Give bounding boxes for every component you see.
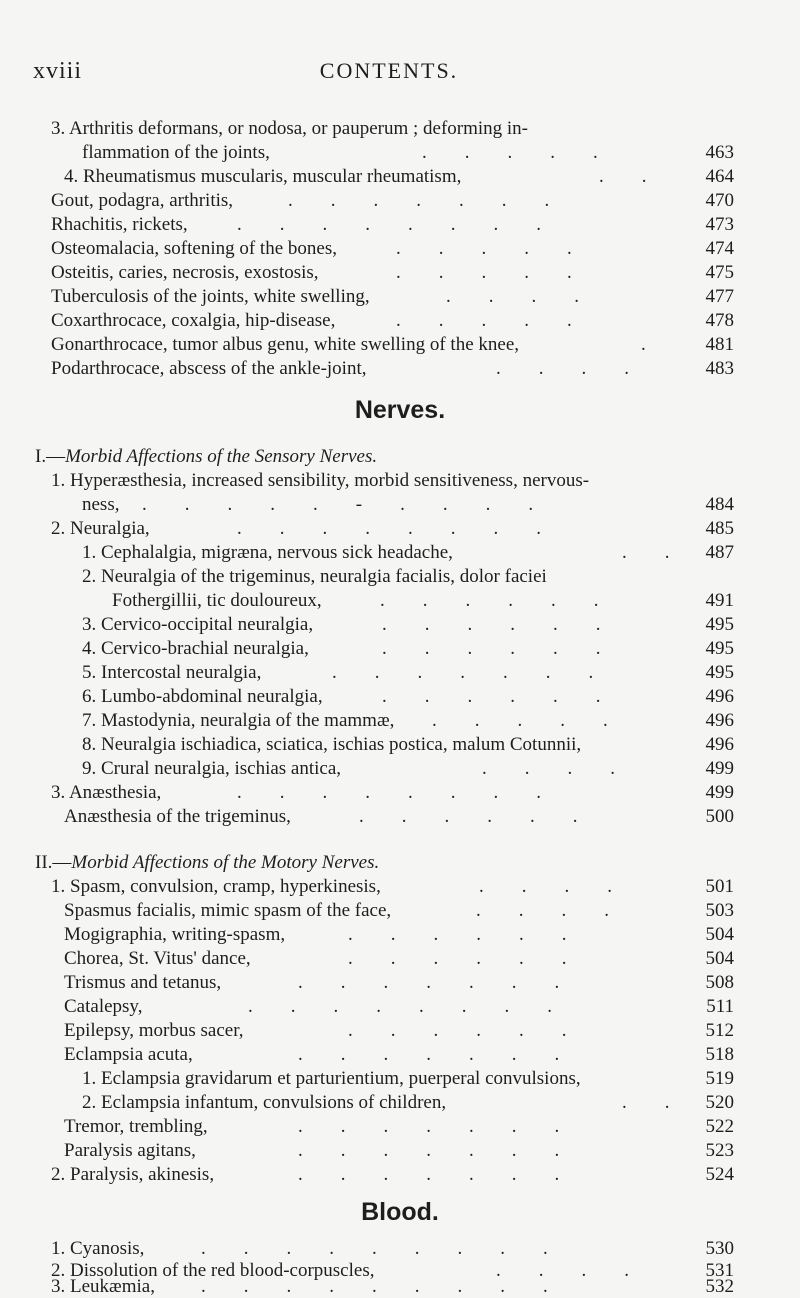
subsection-heading-motory: II.—Morbid Affections of the Motory Nerves. [35,852,380,873]
toc-entry: Fothergillii, tic douloureux, . . . . . . 491 [112,590,734,611]
toc-entry: 1. Cyanosis, . . . . . . . . . 530 [51,1238,734,1259]
toc-entry: Tuberculosis of the joints, white swelling, . . . . 477 [51,286,734,307]
page-number: 473 [705,214,734,235]
toc-entry: 8. Neuralgia ischiadica, sciatica, ischias postica, malum Cotunnii, 496 [82,734,734,755]
page-number: 524 [705,1164,734,1185]
page-number: 500 [705,806,734,827]
toc-entry: 1. Spasm, convulsion, cramp, hyperkinesis, . . . . 501 [51,876,734,897]
toc-entry: 7. Mastodynia, neuralgia of the mammæ, . . . . . 496 [82,710,734,731]
toc-entry: Osteitis, caries, necrosis, exostosis, . . . . . 475 [51,262,734,283]
page-number: 481 [705,334,734,355]
page-number: 496 [705,710,734,731]
page-folio: xviii [33,58,83,84]
toc-entry: 4. Rheumatismus muscularis, muscular rheumatism, . . 464 [64,166,734,187]
page-number: 495 [705,614,734,635]
toc-entry: 2. Neuralgia of the trigeminus, neuralgia facialis, dolor faciei [82,566,547,587]
section-title-nerves: Nerves. [354,396,446,424]
toc-entry: 2. Neuralgia, . . . . . . . . 485 [51,518,734,539]
toc-entry: Podarthrocace, abscess of the ankle-joint, . . . . 483 [51,358,734,379]
toc-entry: 6. Lumbo-abdominal neuralgia, . . . . . . 496 [82,686,734,707]
toc-entry: 1. Cephalalgia, migræna, nervous sick headache, . . 487 [82,542,734,563]
toc-entry: ness, . . . . . - . . . . 484 [82,494,734,515]
page-number: 478 [705,310,734,331]
toc-entry: Spasmus facialis, mimic spasm of the face, . . . . 503 [64,900,734,921]
page-number: 508 [705,972,734,993]
toc-entry: Rhachitis, rickets, . . . . . . . . 473 [51,214,734,235]
page-number: 495 [705,662,734,683]
toc-entry: Tremor, trembling, . . . . . . . 522 [64,1116,734,1137]
toc-entry: Paralysis agitans, . . . . . . . 523 [64,1140,734,1161]
page-number: 520 [705,1092,734,1113]
toc-entry: flammation of the joints, . . . . . 463 [82,142,734,163]
toc-entry: Epilepsy, morbus sacer, . . . . . . 512 [64,1020,734,1041]
toc-entry: Trismus and tetanus, . . . . . . . 508 [64,972,734,993]
toc-entry: 3. Cervico-occipital neuralgia, . . . . . . 495 [82,614,734,635]
toc-entry: 3. Arthritis deformans, or nodosa, or pauperum ; deforming in- [51,118,529,139]
page-number: 504 [705,924,734,945]
toc-entry: 2. Paralysis, akinesis, . . . . . . . 524 [51,1164,734,1185]
toc-entry: Eclampsia acuta, . . . . . . . 518 [64,1044,734,1065]
page-number: 530 [705,1238,734,1259]
toc-entry: Anæsthesia of the trigeminus, . . . . . . 500 [64,806,734,827]
page-number: 531 [705,1260,734,1281]
toc-entry: 2. Dissolution of the red blood-corpuscles, . . . . 531 [51,1260,734,1281]
toc-entry: Gonarthrocace, tumor albus genu, white swelling of the knee, . 481 [51,334,734,355]
toc-entry: Catalepsy, . . . . . . . . 511 [64,996,734,1017]
page-number: 503 [705,900,734,921]
page-number: 470 [705,190,734,211]
page-number: 512 [705,1020,734,1041]
toc-entry: Chorea, St. Vitus' dance, . . . . . . 504 [64,948,734,969]
page-number: 532 [705,1276,734,1297]
toc-entry: 1. Eclampsia gravidarum et parturientium, puerperal convulsions, 519 [82,1068,734,1089]
page-number: 495 [705,638,734,659]
page-number: 485 [705,518,734,539]
toc-entry: 5. Intercostal neuralgia, . . . . . . . 495 [82,662,734,683]
page-number: 483 [705,358,734,379]
page-number: 496 [705,686,734,707]
toc-entry: 9. Crural neuralgia, ischias antica, . . . . 499 [82,758,734,779]
page-number: 463 [705,142,734,163]
page-number: 511 [706,996,734,1017]
page-number: 477 [705,286,734,307]
page-number: 523 [705,1140,734,1161]
page-number: 504 [705,948,734,969]
page-number: 496 [705,734,734,755]
section-title-blood: Blood. [361,1198,439,1226]
page-number: 474 [705,238,734,259]
page-number: 499 [705,758,734,779]
toc-entry: Gout, podagra, arthritis, . . . . . . . 470 [51,190,734,211]
page-number: 519 [705,1068,734,1089]
toc-entry: 1. Hyperæsthesia, increased sensibility, morbid sensitiveness, nervous- [51,470,590,491]
page-number: 491 [705,590,734,611]
toc-entry: 3. Anæsthesia, . . . . . . . . 499 [51,782,734,803]
toc-entry: Coxarthrocace, coxalgia, hip-disease, . . . . . 478 [51,310,734,331]
running-title: CONTENTS. [319,58,459,83]
toc-entry: 3. Leukæmia, . . . . . . . . . 532 [51,1276,734,1297]
page-number: 501 [705,876,734,897]
page-number: 487 [705,542,734,563]
page-number: 518 [705,1044,734,1065]
page-number: 475 [705,262,734,283]
toc-entry: Osteomalacia, softening of the bones, . . . . . 474 [51,238,734,259]
page-number: 464 [705,166,734,187]
toc-entry: 4. Cervico-brachial neuralgia, . . . . . . 495 [82,638,734,659]
page-header [33,58,745,88]
page-number: 499 [705,782,734,803]
toc-entry: Mogigraphia, writing-spasm, . . . . . . 504 [64,924,734,945]
subsection-heading-sensory: I.—Morbid Affections of the Sensory Nerves. [35,446,378,467]
page-number: 484 [705,494,734,515]
toc-entry: 2. Eclampsia infantum, convulsions of children, . . 520 [82,1092,734,1113]
page-number: 522 [705,1116,734,1137]
